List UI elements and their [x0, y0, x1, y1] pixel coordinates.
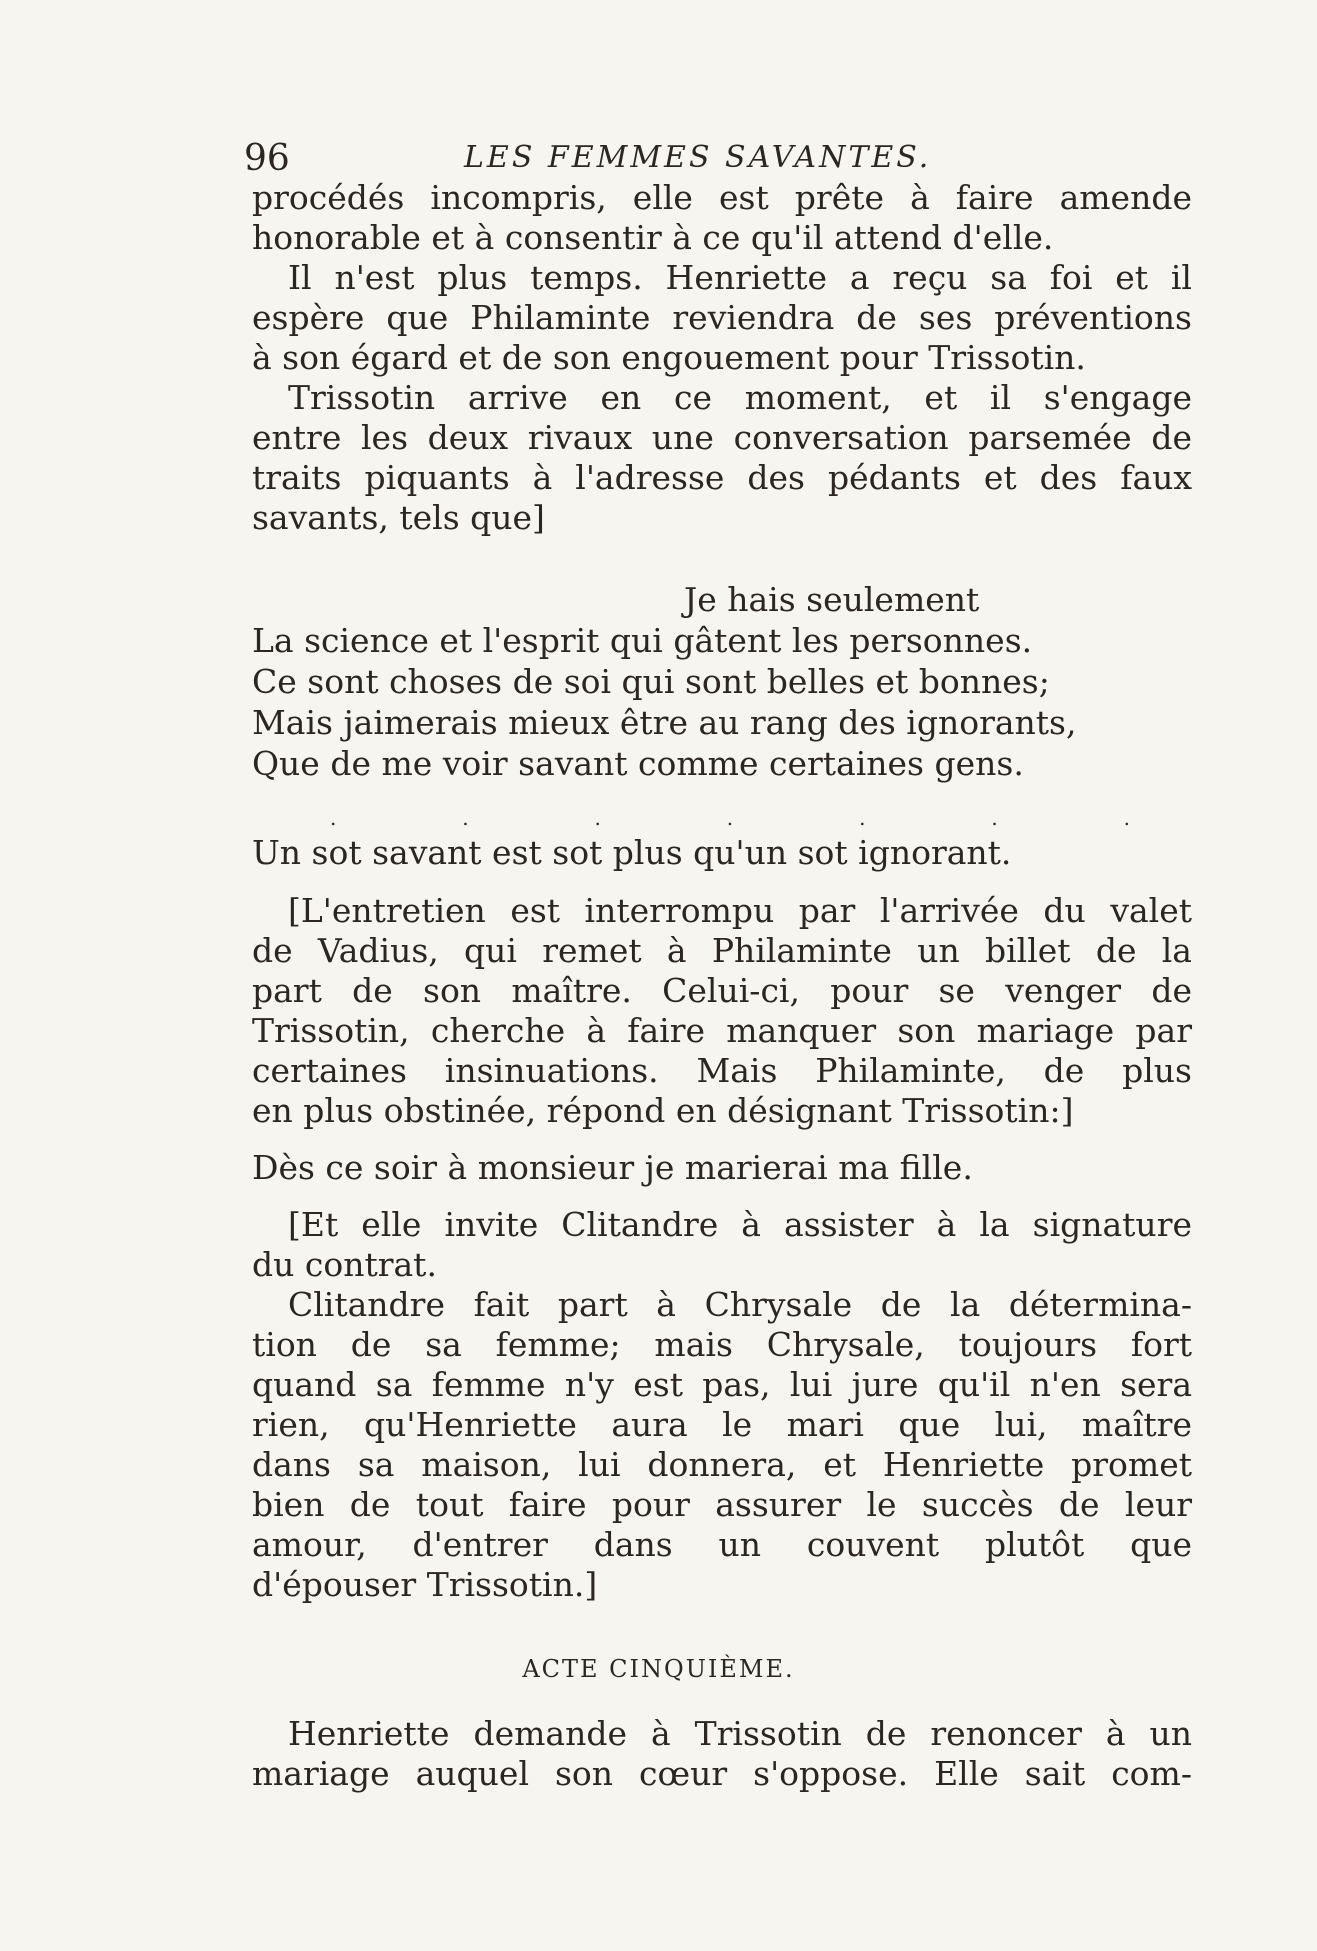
ellipsis-dot: .: [726, 806, 734, 830]
text-line: [L'entretien est interrompu par l'arrivée du valet: [288, 891, 1192, 930]
verse-line: Un sot savant est sot plus qu'un sot ignorant.: [252, 833, 1012, 872]
text-line: honorable et à consentir à ce qu'il attend d'elle.: [252, 218, 1054, 257]
paragraph-act5: [252, 1714, 1192, 1794]
text-line: amour, d'entrer dans un couvent plutôt que: [252, 1525, 1192, 1564]
text-line: dans sa maison, lui donnera, et Henriette promet: [252, 1445, 1192, 1484]
text-line: part de son maître. Celui-ci, pour se venger de: [252, 971, 1192, 1010]
text-line: d'épouser Trissotin.]: [252, 1565, 598, 1604]
text-line: de Vadius, qui remet à Philaminte un billet de la: [252, 931, 1192, 970]
verse-line: Que de me voir savant comme certaines gens.: [252, 744, 1024, 783]
text-line: à son égard et de son engouement pour Trissotin.: [252, 338, 1086, 377]
text-line: Clitandre fait part à Chrysale de la détermina-: [288, 1285, 1192, 1324]
verse-line: Mais jaimerais mieux être au rang des ignorants,: [252, 703, 1077, 742]
verse-line: La science et l'esprit qui gâtent les personnes.: [252, 621, 1033, 660]
verse-line: Ce sont choses de soi qui sont belles et bonnes;: [252, 662, 1050, 701]
text-line: du contrat.: [252, 1245, 437, 1284]
ellipsis-dot: .: [462, 806, 469, 830]
text-line: mariage auquel son cœur s'oppose. Elle sait com-: [252, 1754, 1192, 1793]
ellipsis-dot: .: [594, 806, 601, 830]
text-line: [Et elle invite Clitandre à assister à la signature: [288, 1205, 1192, 1244]
ellipsis-dot: .: [330, 806, 337, 830]
text-line: Il n'est plus temps. Henriette a reçu sa foi et il: [288, 258, 1192, 297]
paragraph-clitandre: [252, 1205, 1192, 1605]
verse-line: Dès ce soir à monsieur je marierai ma fille.: [252, 1148, 973, 1187]
text-line: Henriette demande à Trissotin de renoncer à un: [288, 1714, 1192, 1753]
verse-quote: [252, 832, 1192, 873]
verse-quote: [252, 579, 1192, 784]
paragraph-vadius-letter: [252, 891, 1192, 1131]
text-line: en plus obstinée, répond en désignant Trissotin:]: [252, 1091, 1074, 1130]
text-line: quand sa femme n'y est pas, lui jure qu'il n'en sera: [252, 1365, 1192, 1404]
text-line: savants, tels que]: [252, 498, 545, 537]
text-line: espère que Philaminte reviendra de ses préventions: [252, 298, 1192, 337]
page-number: 96: [244, 138, 290, 179]
paragraph-summary-act4: [252, 178, 1192, 538]
ellipsis-dot: .: [1123, 806, 1130, 830]
text-line: entre les deux rivaux une conversation parsemée de: [252, 418, 1192, 457]
text-line: tion de sa femme; mais Chrysale, toujours fort: [252, 1325, 1192, 1364]
text-line: certaines insinuations. Mais Philaminte, de plus: [252, 1051, 1192, 1090]
text-line: rien, qu'Henriette aura le mari que lui, maître: [252, 1405, 1192, 1444]
text-line: Trissotin, cherche à faire manquer son mariage par: [252, 1011, 1192, 1050]
running-title: LES FEMMES SAVANTES.: [464, 140, 932, 175]
verse-ellipsis: [330, 808, 1130, 828]
text-line: procédés incompris, elle est prête à faire amende: [252, 178, 1192, 217]
ellipsis-dot: .: [859, 806, 866, 830]
ellipsis-dot: .: [991, 806, 998, 830]
text-line: bien de tout faire pour assurer le succès de leur: [252, 1485, 1192, 1524]
text-line: Trissotin arrive en ce moment, et il s'engage: [288, 378, 1192, 417]
verse-line: Je hais seulement: [684, 580, 980, 619]
verse-quote: [252, 1147, 1192, 1188]
text-line: traits piquants à l'adresse des pédants et des faux: [252, 458, 1192, 497]
section-title: ACTE CINQUIÈME.: [522, 1655, 795, 1683]
